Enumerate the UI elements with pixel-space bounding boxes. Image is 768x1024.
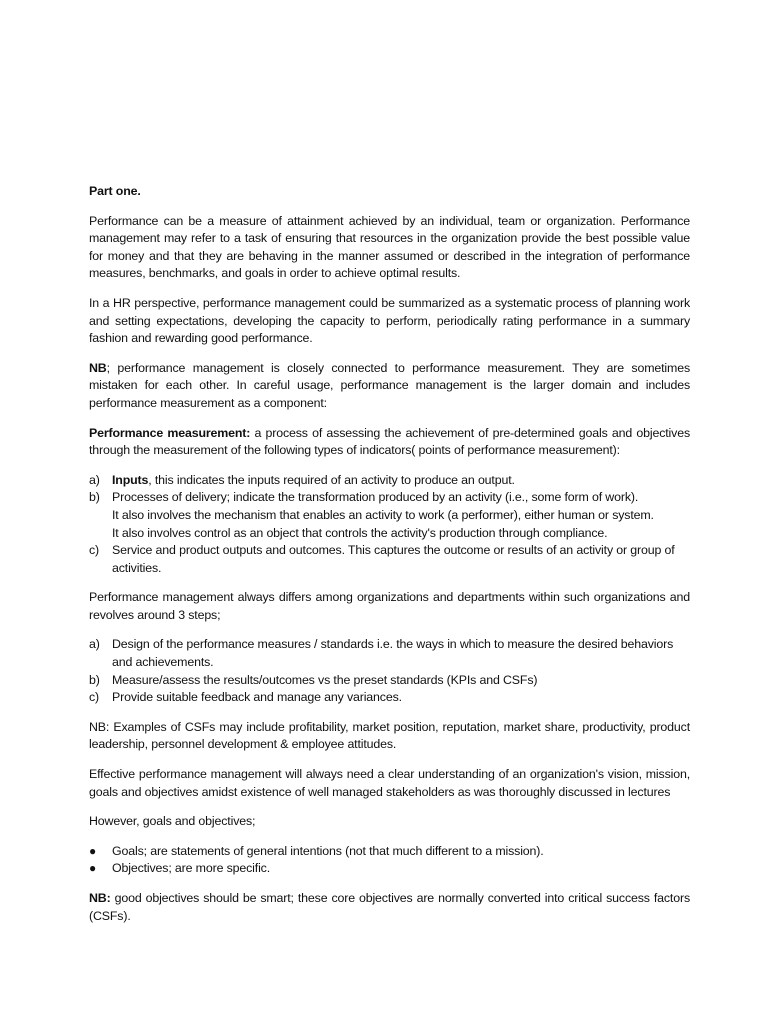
section-heading: Part one. <box>89 184 141 198</box>
list-item-text: Service and product outputs and outcomes. This captures the outcome or results of an activity or group of activities. <box>112 543 675 575</box>
list-item-text: Measure/assess the results/outcomes vs the preset standards (KPIs and CSFs) <box>112 672 538 687</box>
list-item-text: Goals; are statements of general intentions (not that much different to a mission). <box>112 843 544 858</box>
list-item <box>89 472 690 490</box>
list-item-text: , this indicates the inputs required of an activity to produce an output. <box>148 472 515 487</box>
list-item <box>89 542 690 577</box>
list-item <box>89 489 690 542</box>
paragraph-nb-measurement <box>89 360 690 413</box>
paragraph-goals-intro: However, goals and objectives; <box>89 814 256 829</box>
paragraph-effective-management: Effective performance management will always need a clear understanding of an organization's vision, mission, goals and objectives amidst existence of well managed stakeholders as was thoroughly discussed in lectures <box>89 767 690 799</box>
paragraph-smart-objectives <box>89 890 690 925</box>
paragraph-csf-examples: NB: Examples of CSFs may include profitability, market position, reputation, market share, productivity, product leadership, personnel development & employee attitudes. <box>89 719 690 752</box>
list-marker: c) <box>89 690 100 705</box>
list-item <box>89 860 690 878</box>
indicator-list <box>89 472 690 578</box>
paragraph-performance-measurement <box>89 425 690 460</box>
goals-bullet-list <box>89 843 690 878</box>
list-item-text: Provide suitable feedback and manage any variances. <box>112 690 402 705</box>
list-marker: c) <box>89 543 100 558</box>
nb-label: NB: <box>89 891 111 905</box>
list-marker: b) <box>89 672 100 687</box>
list-item <box>89 843 690 861</box>
bullet-icon: ● <box>89 861 97 876</box>
document-page <box>89 183 690 937</box>
steps-list <box>89 636 690 706</box>
list-item-text: Objectives; are more specific. <box>112 861 271 876</box>
paragraph-three-steps: Performance management always differs among organizations and departments within such organizations and revolves around 3 steps; <box>89 590 690 622</box>
paragraph-hr-perspective: In a HR perspective, performance management could be summarized as a systematic process of planning work and setting expectations, developing the capacity to perform, periodically rating performance in a summary fashion and rewarding good performance. <box>89 295 690 346</box>
nb-label: NB <box>89 360 107 375</box>
list-item-text: Design of the performance measures / standards i.e. the ways in which to measure the desired behaviors and achievements. <box>112 637 674 670</box>
list-marker: a) <box>89 637 100 652</box>
list-item-subline: It also involves control as an object that controls the activity's production through compliance. <box>112 525 608 540</box>
list-marker: a) <box>89 472 100 487</box>
list-item-subline: It also involves the mechanism that enables an activity to work (a performer), either human or system. <box>112 507 654 522</box>
list-item <box>89 689 690 707</box>
paragraph-performance-definition: Performance can be a measure of attainment achieved by an individual, team or organization. Performance management may refer to a task of ensuring that resources in the organization provide the best possible value for money and that they are behaving in the manner assumed or described in the integration of performance measures, benchmarks, and goals in order to achieve optimal results. <box>89 213 690 281</box>
list-item <box>89 672 690 690</box>
list-item-bold: Inputs <box>112 472 149 487</box>
performance-measurement-text: a process of assessing the achievement of pre-determined goals and objectives through the measurement of the following types of indicators( points of performance measurement): <box>89 425 690 458</box>
nb-text: ; performance management is closely connected to performance measurement. They are sometimes mistaken for each other. In careful usage, performance management is the larger domain and includes performance measurement as a component: <box>89 360 690 410</box>
list-item-text: Processes of delivery; indicate the transformation produced by an activity (i.e., some form of work). <box>112 490 639 505</box>
list-marker: b) <box>89 490 100 505</box>
bullet-icon: ● <box>89 843 97 858</box>
performance-measurement-label: Performance measurement: <box>89 425 251 440</box>
nb-text: good objectives should be smart; these core objectives are normally converted into critical success factors (CSFs). <box>89 891 690 923</box>
list-item <box>89 636 690 671</box>
